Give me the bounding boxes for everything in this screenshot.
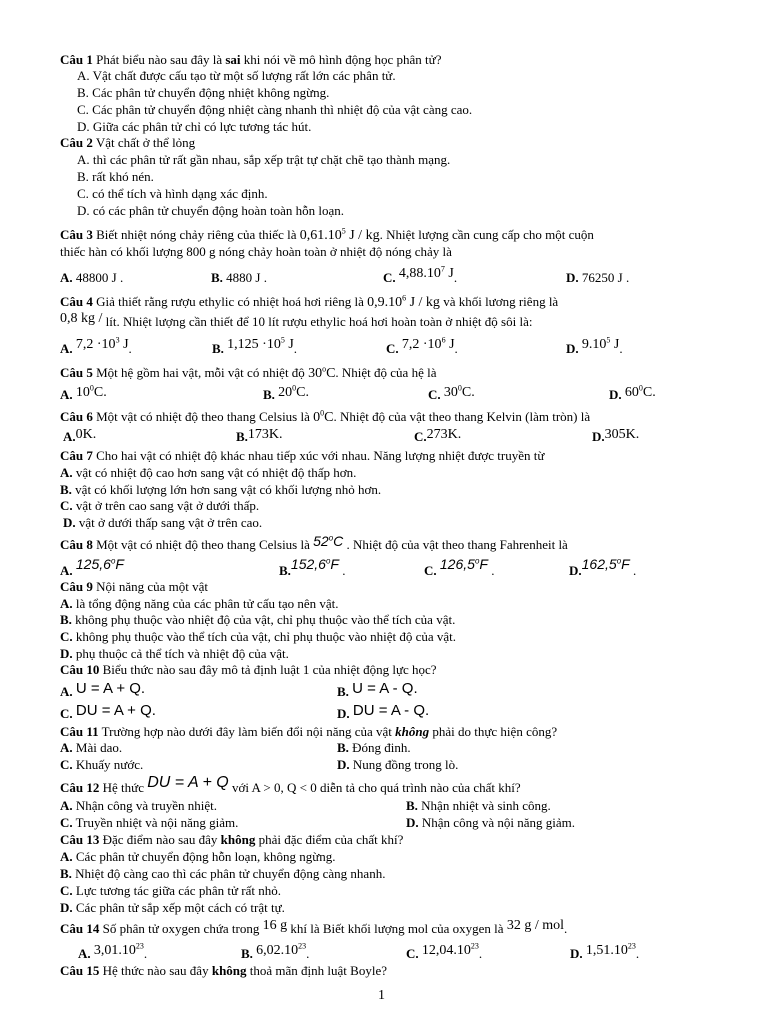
- question-11-stem: [60, 724, 557, 740]
- question-4-stem-line-2: 0,8 kg / lít. Nhiệt lượng cần thiết để 10 lít rượu ethylic hoá hơi hoàn toàn ở nhiệt độ sôi là:: [60, 311, 533, 329]
- formula: 30$^o$C: [308, 364, 336, 381]
- formula: 0,9.10$^6$ J / kg: [367, 293, 440, 310]
- question-10-option-a: A. U = A + Q.: [60, 680, 146, 699]
- stem-text: khi nói về mô hình động học phân tử?: [240, 52, 442, 67]
- question-7-stem: [60, 448, 544, 464]
- stem-text: Biết nhiệt nóng chảy riêng của thiếc là: [92, 227, 300, 242]
- question-5-option-d: D. $60^0C$.: [609, 383, 656, 402]
- question-11-option-c: C. Khuấy nước.: [60, 757, 144, 772]
- formula: 0,61.10$^5$ J / kg: [299, 226, 380, 243]
- stem-text: với A > 0, Q < 0 diễn tả cho quá trình nào của chất khí?: [228, 780, 521, 795]
- question-1-option-d: D. Giữa các phân tử chỉ có lực tương tác hút.: [77, 119, 312, 134]
- question-6-option-b: B.173K.: [236, 427, 283, 444]
- question-6-stem: [60, 409, 590, 426]
- stem-text: thoả mãn định luật Boyle?: [246, 963, 387, 978]
- question-13-stem: [60, 832, 403, 848]
- stem-text: . Nhiệt độ của vật theo thang Kelvin (làm tròn) là: [333, 409, 591, 424]
- question-1-stem: [60, 52, 441, 68]
- question-number: Câu 7: [60, 448, 93, 463]
- question-14-option-c: C. 12,04.10$^{23}$.: [406, 941, 483, 961]
- stem-text: Số phân tử oxygen chứa trong: [99, 921, 263, 936]
- question-11-option-a: A. Mài dao.: [60, 740, 123, 755]
- stem-text: Hệ thức: [99, 780, 148, 795]
- question-3-option-a: A. 48800 J .: [60, 270, 124, 285]
- question-9-option-c: C. không phụ thuộc vào thể tích của vật, chỉ phụ thuộc vào nhiệt độ của vật.: [60, 629, 457, 644]
- formula: $0^0C$: [313, 408, 334, 425]
- question-7-option-a: A. vật có nhiệt độ cao hơn sang vật có nhiệt độ thấp hơn.: [60, 465, 357, 480]
- question-number: Câu 9: [60, 579, 93, 594]
- question-10-option-d: D. DU = A - Q.: [337, 702, 430, 721]
- question-8-stem: [60, 533, 568, 553]
- question-13-option-a: A. Các phân tử chuyển động hỗn loạn, không ngừng.: [60, 849, 336, 864]
- question-4-option-a: A. $7,2 \cdot 10^3$ J.: [60, 335, 132, 356]
- question-number: Câu 4: [60, 294, 93, 309]
- stem-text: phải do thực hiện công?: [429, 724, 558, 739]
- question-number: Câu 10: [60, 662, 100, 677]
- formula: 32 g / mol: [506, 918, 564, 933]
- stem-text: . Nhiệt lượng cần cung cấp cho một cuộn: [379, 227, 594, 242]
- question-1-option-b: B. Các phân tử chuyển động nhiệt không ngừng.: [77, 85, 330, 100]
- question-4-stem: [60, 294, 558, 311]
- stem-text: Phát biểu nào sau đây là: [92, 52, 226, 67]
- question-5-option-c: C. $30^0C$.: [428, 383, 475, 402]
- stem-text: Cho hai vật có nhiệt độ khác nhau tiếp xúc với nhau. Năng lượng nhiệt được truyền từ: [92, 448, 545, 463]
- stem-text: . Nhiệt độ của hệ là: [335, 365, 437, 380]
- question-7-option-c: C. vật ở trên cao sang vật ở dưới thấp.: [60, 498, 260, 513]
- question-number: Câu 13: [60, 832, 100, 847]
- formula: DU = A + Q: [147, 774, 229, 791]
- question-5-option-b: B. $20^0C$.: [263, 383, 310, 402]
- question-10-option-b: B. U = A - Q.: [337, 680, 418, 699]
- question-8-option-b: B.152,6$^o$F .: [279, 556, 346, 578]
- formula: 16 g: [262, 918, 288, 933]
- stem-emphasis: sai: [225, 52, 241, 67]
- stem-text: Một vật có nhiệt độ theo thang Celsius là: [92, 537, 314, 552]
- stem-text: Vật chất ở thể lỏng: [92, 135, 196, 150]
- question-number: Câu 5: [60, 365, 93, 380]
- question-8-option-d: D.162,5$^o$F .: [569, 556, 637, 578]
- question-number: Câu 15: [60, 963, 100, 978]
- question-14-option-b: B. 6,02.10$^{23}$.: [241, 941, 310, 961]
- question-number: Câu 11: [60, 724, 99, 739]
- question-number: Câu 6: [60, 409, 93, 424]
- question-12-option-b: B. Nhận nhiệt và sinh công.: [406, 798, 551, 813]
- question-15-stem: [60, 963, 387, 979]
- question-3-stem: [60, 227, 594, 244]
- question-13-option-c: C. Lực tương tác giữa các phân tử rất nhỏ.: [60, 883, 281, 898]
- question-9-option-b: B. không phụ thuộc vào nhiệt độ của vật, chỉ phụ thuộc vào thể tích của vật.: [60, 612, 456, 627]
- question-14-stem: [60, 918, 568, 938]
- question-3-option-b: B. 4880 J .: [211, 270, 267, 285]
- question-2-option-c: C. có thể tích và hình dạng xác định.: [77, 186, 268, 201]
- stem-text: Trường hợp nào dưới đây làm biến đổi nội năng của vật: [98, 724, 396, 739]
- question-number: Câu 2: [60, 135, 93, 150]
- stem-text: .: [563, 921, 568, 936]
- question-9-option-d: D. phụ thuộc cả thể tích và nhiệt độ của vật.: [60, 646, 289, 661]
- stem-text: phải đặc điểm của chất khí?: [255, 832, 404, 847]
- question-9-stem: [60, 579, 208, 595]
- question-5-stem: [60, 365, 436, 382]
- question-4-option-d: D. 9.10$^5$ J.: [566, 335, 623, 356]
- stem-text: khí là Biết khối lượng mol của oxygen là: [287, 921, 507, 936]
- question-11-option-b: B. Đóng đinh.: [337, 740, 411, 755]
- question-5-option-a: A. $10^0C$.: [60, 383, 107, 402]
- question-3-stem-line-2: thiếc hàn có khối lượng 800 g nóng chảy hoàn toàn ở nhiệt độ nóng chảy là: [60, 244, 452, 259]
- question-number: Câu 8: [60, 537, 93, 552]
- question-9-option-a: A. là tổng động năng của các phân tử cấu tạo nên vật.: [60, 596, 339, 611]
- formula: 52$^o$C: [313, 533, 344, 549]
- question-2-stem: [60, 135, 195, 151]
- question-8-option-a: A. 125,6$^o$F: [60, 556, 124, 578]
- question-6-option-d: D.305K.: [592, 427, 640, 444]
- question-number: Câu 12: [60, 780, 100, 795]
- page-number: 1: [378, 988, 385, 1003]
- stem-text: Đặc điểm nào sau đây: [99, 832, 221, 847]
- question-number: Câu 14: [60, 921, 100, 936]
- stem-text: Một vật có nhiệt độ theo thang Celsius là: [92, 409, 314, 424]
- stem-text: Nội năng của một vật: [92, 579, 209, 594]
- stem-emphasis: không: [220, 832, 256, 847]
- question-3-option-d: D. 76250 J .: [566, 270, 630, 285]
- question-2-option-b: B. rất khó nén.: [77, 169, 154, 184]
- question-12-option-c: C. Truyền nhiệt và nội năng giảm.: [60, 815, 239, 830]
- question-2-option-a: A. thì các phân tử rất gần nhau, sắp xếp trật tự chặt chẽ tạo thành mạng.: [77, 152, 451, 167]
- stem-text: . Nhiệt độ của vật theo thang Fahrenheit là: [343, 537, 568, 552]
- question-14-option-d: D. 1,51.10$^{23}$.: [570, 941, 640, 961]
- question-4-option-c: C. $7,2 \cdot 10^6$ J.: [386, 335, 458, 356]
- question-12-stem: [60, 774, 521, 796]
- question-number: Câu 3: [60, 227, 93, 242]
- question-3-option-c: C. 4,88.10$^7$ J.: [383, 264, 458, 285]
- question-7-option-b: B. vật có khối lượng lớn hơn sang vật có khối lượng nhỏ hơn.: [60, 482, 382, 497]
- question-13-option-d: D. Các phân tử sắp xếp một cách có trật tự.: [60, 900, 285, 915]
- stem-emphasis: không: [211, 963, 247, 978]
- stem-text: Giả thiết rằng rượu ethylic có nhiệt hoá hơi riêng là: [92, 294, 368, 309]
- question-10-option-c: C. DU = A + Q.: [60, 702, 156, 721]
- question-11-option-d: D. Nung đồng trong lò.: [337, 757, 459, 772]
- stem-text: Biểu thức nào sau đây mô tả định luật 1 của nhiệt động lực học?: [99, 662, 437, 677]
- question-2-option-d: D. có các phân tử chuyển động hoàn toàn hỗn loạn.: [77, 203, 344, 218]
- question-6-option-a: A.0K.: [63, 427, 97, 444]
- question-1-option-c: C. Các phân tử chuyển động nhiệt càng nhanh thì nhiệt độ của vật càng cao.: [77, 102, 473, 117]
- stem-text: Một hệ gồm hai vật, mỗi vật có nhiệt độ: [92, 365, 309, 380]
- question-8-option-c: C. 126,5$^o$F .: [424, 556, 495, 578]
- question-12-option-a: A. Nhận công và truyền nhiệt.: [60, 798, 218, 813]
- question-number: Câu 1: [60, 52, 93, 67]
- question-10-stem: [60, 662, 437, 678]
- stem-text: Hệ thức nào sau đây: [99, 963, 212, 978]
- question-14-option-a: A. 3,01.10$^{23}$.: [78, 941, 148, 961]
- question-6-option-c: C.273K.: [414, 427, 462, 444]
- stem-emphasis: không: [395, 724, 430, 739]
- question-7-option-d: D. vật ở dưới thấp sang vật ở trên cao.: [63, 515, 263, 530]
- stem-text: và khối lương riêng là: [439, 294, 559, 309]
- question-4-option-b: B. $1,125 \cdot 10^5$ J.: [212, 335, 298, 356]
- question-1-option-a: A. Vật chất được cấu tạo từ một số lượng rất lớn các phân tử.: [77, 68, 396, 83]
- question-12-option-d: D. Nhận công và nội năng giảm.: [406, 815, 575, 830]
- question-13-option-b: B. Nhiệt độ càng cao thì các phân tử chuyển động càng nhanh.: [60, 866, 386, 881]
